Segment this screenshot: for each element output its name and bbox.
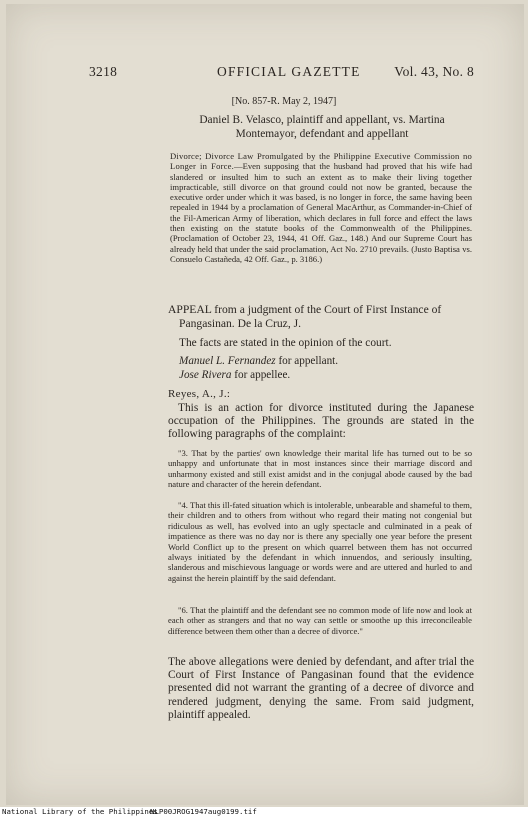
complaint-paragraph-6: "6. That the plaintiff and the defendant see no common mode of life now and look at each other as strangers and that no way can settle or smoothe up this irreconcileable difference between them other than a decree of divorce." — [168, 605, 472, 636]
syllabus-heading: Divorce; Divorce Law Promulgated by the Philippine Executive Commission no Longer in Force. — [170, 151, 472, 172]
appeal-statement: APPEAL from a judgment of the Court of First Instance of Pangasinan. De la Cruz, J. — [168, 303, 442, 330]
scan-filename: NLP00JROG1947aug0199.tif — [150, 807, 257, 816]
intro-paragraph: This is an action for divorce instituted during the Japanese occupation of the Philippines. The grounds are stated in the following paragraphs of the complaint: — [168, 402, 474, 441]
ponente: Reyes, A., J.: — [168, 388, 231, 400]
page-header — [89, 64, 474, 82]
appellant-counsel-name: Manuel L. Fernandez — [179, 355, 276, 367]
volume-number: Vol. 43, No. 8 — [394, 64, 474, 79]
scan-footer — [0, 807, 528, 817]
syllabus — [170, 151, 472, 264]
complaint-paragraph-3: "3. That by the parties' own knowledge their marital life has turned out to be so unhappy and unfortunate that in most instances since their marriage discord and unharmony existed and still exist amidst and in the conjugal abode caused by the bad nature and character of the herein defendant. — [168, 448, 472, 490]
case-number: [No. 857-R. May 2, 1947] — [231, 96, 337, 107]
appellant-counsel: Manuel L. Fernandez for appellant. — [179, 355, 339, 367]
page-number: 3218 — [89, 64, 118, 79]
facts-statement: The facts are stated in the opinion of the court. — [179, 337, 392, 349]
appellee-counsel-name: Jose Rivera — [179, 368, 232, 381]
closing-paragraph: The above allegations were denied by defendant, and after trial the Court of First Instance of Pangasinan found that the evidence presented did not warrant the granting of a decree of divorce and rendered judgment, denying the same. From said judgment, plaintiff appealed. — [168, 656, 474, 721]
syllabus-text: —Even supposing that the husband had proved that his wife had slandered or insulted him to such an extent as to make their living together impracticable, still divorce on that ground could not now be granted, because the executive order under which it was based, is no longer in force, the same having been repealed in 1944 by a proclamation of General MacArthur, as Commander-in-Chief of the Fil-American Army of liberation, which declares in full force and effect the laws then existing on the statute books of the Commonwealth of the Philippines. (Proclamation of October 23, 1944, 41 Off. Gaz., 148.) And our Supreme Court has already held that under the said proclamation, Act No. 2710 prevails. (Justo Baptisa vs. Consuelo Castañeda, 42 Off. Gaz., p. 3186.) — [170, 161, 472, 264]
counsel-list — [179, 355, 474, 382]
publication-title: OFFICIAL GAZETTE — [217, 64, 361, 79]
case-parties: Daniel B. Velasco, plaintiff and appellant, vs. Martina Montemayor, defendant and appellant — [199, 114, 445, 140]
complaint-paragraph-4: "4. That this ill-fated situation which is intolerable, unbearable and shameful to them, their children and to others from without who regard their mating not congenial but ridiculous as well, has evolved into an ugly spectacle and culminated in a peak of impatience as there was no day nor is there any specially one year before the present World Conflict up to the present on which quarrel between them has not occurred always initiated by the defendant in which innuendos, and seriously insulting, slanderous and mischievous language or words were and are uttered and hurled to and against the herein plaintiff by the said defendant. — [168, 500, 472, 583]
library-credit: National Library of the Philippines — [2, 807, 158, 816]
appellee-counsel: Jose Rivera for appellee. — [179, 368, 291, 381]
